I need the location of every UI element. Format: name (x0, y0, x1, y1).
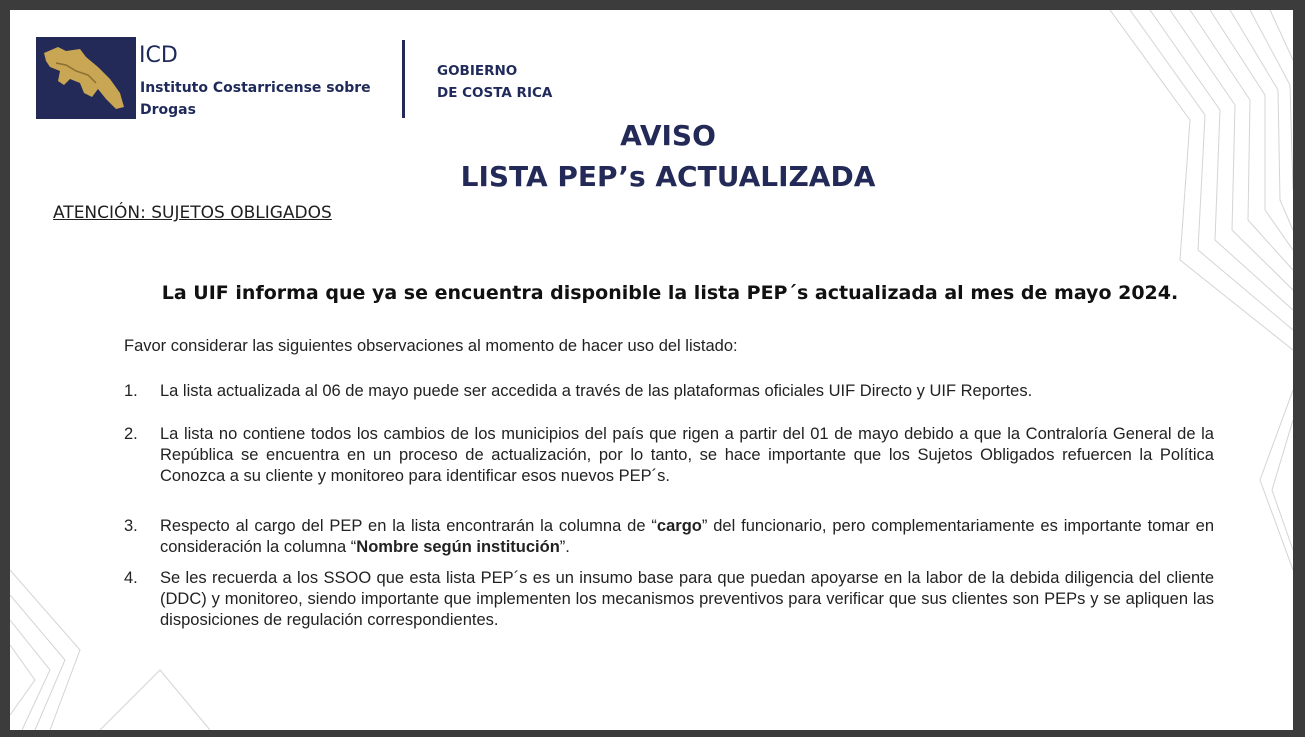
icd-logo (36, 37, 136, 119)
list-item (124, 381, 1214, 424)
list-item (124, 568, 1214, 638)
page-title-line-2: LISTA PEP’s ACTUALIZADA (460, 160, 876, 193)
list-item-number: 1. (124, 382, 138, 400)
list-item-number: 2. (124, 425, 138, 443)
government-line-2: DE COSTA RICA (437, 85, 553, 101)
list-item-text-part: ” del funcionario, pero complementariamente es importante tomar en consideración la columna “ (160, 517, 1214, 556)
bold-term-nombre: Nombre según institución (356, 538, 560, 556)
attention-heading: ATENCIÓN: SUJETOS OBLIGADOS (53, 203, 332, 223)
list-item-text (160, 516, 1214, 558)
government-line-1: GOBIERNO (437, 63, 518, 79)
org-name: Instituto Costarricense sobre Drogas (140, 80, 371, 118)
announcement-headline: La UIF informa que ya se encuentra disponible la lista PEP´s actualizada al mes de mayo 2024. (161, 282, 1179, 304)
page-title-line-1: AVISO (620, 119, 716, 152)
list-item-text: Se les recuerda a los SSOO que esta lista PEP´s es un insumo base para que puedan apoyarse en la labor de la debida diligencia del cliente (DDC) y monitoreo, siendo importante que implementen los mecanismos preventivos para verificar que sus clientes son PEPs y se apliquen las disposiciones de regulación correspondientes. (160, 569, 1214, 629)
government-label (437, 60, 597, 104)
header-divider (402, 40, 405, 118)
org-abbreviation: ICD (139, 43, 178, 68)
list-item (124, 516, 1214, 568)
list-item-number: 4. (124, 569, 138, 587)
list-item-number: 3. (124, 517, 138, 535)
list-item-text-part: Respecto al cargo del PEP en la lista encontrarán la columna de “ (160, 517, 657, 535)
list-item (124, 424, 1214, 516)
observations-list (124, 381, 1214, 638)
costa-rica-map-logo-icon (36, 37, 136, 119)
list-item-text: La lista no contiene todos los cambios de los municipios del país que rigen a partir del 01 de mayo debido a que la Contraloría General de la República se encuentra en un proceso de actualización, por lo tanto, se hace importante que los Sujetos Obligados refuercen la Política Conozca a su cliente y monitoreo para identificar esos nuevos PEP´s. (160, 425, 1214, 485)
list-item-text-part: ”. (559, 538, 570, 556)
intro-paragraph: Favor considerar las siguientes observaciones al momento de hacer uso del listado: (124, 337, 738, 355)
slide-page (10, 10, 1293, 730)
bold-term-cargo: cargo (656, 517, 702, 535)
list-item-text: La lista actualizada al 06 de mayo puede ser accedida a través de las plataformas oficiales UIF Directo y UIF Reportes. (160, 382, 1033, 400)
